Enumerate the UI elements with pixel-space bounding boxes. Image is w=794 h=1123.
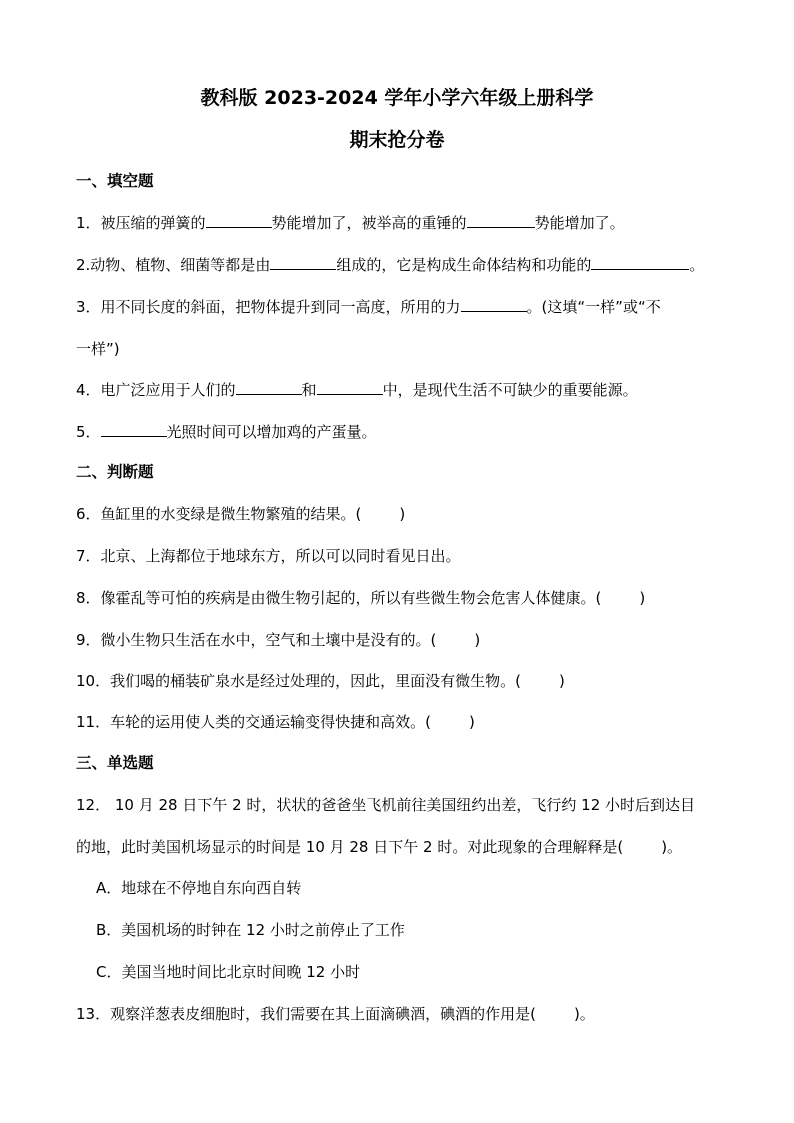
question-6-text: 6．鱼缸里的水变绿是微生物繁殖的结果。( bbox=[76, 505, 362, 523]
section-heading-choice: 三、单选题 bbox=[76, 754, 154, 772]
answer-blank bbox=[591, 254, 689, 270]
question-2-text-b: 组成的，它是构成生命体结构和功能的 bbox=[336, 256, 592, 274]
question-1-text-a: 1．被压缩的弹簧的 bbox=[76, 214, 206, 232]
question-12-close: )。 bbox=[661, 838, 683, 856]
question-2-text-a: 2.动物、植物、细菌等都是由 bbox=[76, 256, 271, 274]
question-9-close: ) bbox=[474, 631, 481, 649]
question-8-close: ) bbox=[639, 589, 646, 607]
question-9 bbox=[76, 629, 480, 651]
question-12-text: 的地，此时美国机场显示的时间是 10 月 28 日下午 2 时。对此现象的合理解释是( bbox=[76, 838, 624, 856]
question-4 bbox=[76, 379, 638, 401]
question-11-text: 11．车轮的运用使人类的交通运输变得快捷和高效。( bbox=[76, 713, 431, 731]
question-8-text: 8．像霍乱等可怕的疾病是由微生物引起的，所以有些微生物会危害人体健康。( bbox=[76, 589, 602, 607]
section-heading-fill: 一、填空题 bbox=[76, 172, 154, 190]
page-subtitle: 期末抢分卷 bbox=[349, 129, 445, 151]
question-7: 7．北京、上海都位于地球东方，所以可以同时看见日出。 bbox=[76, 547, 461, 565]
question-6 bbox=[76, 503, 405, 525]
answer-blank bbox=[461, 296, 527, 312]
question-11-close: ) bbox=[468, 713, 475, 731]
question-11 bbox=[76, 711, 475, 733]
question-8 bbox=[76, 587, 645, 609]
question-12-continued bbox=[76, 836, 682, 858]
question-4-text-a: 4．电广泛应用于人们的 bbox=[76, 381, 236, 399]
question-13-close: )。 bbox=[573, 1005, 595, 1023]
question-1-text-c: 势能增加了。 bbox=[534, 214, 625, 232]
question-4-text-b: 和 bbox=[301, 381, 317, 399]
question-3-text-b: 。(这填“一样”或“不 bbox=[526, 298, 661, 316]
question-5-text-b: 光照时间可以增加鸡的产蛋量。 bbox=[166, 423, 377, 441]
question-10-close: ) bbox=[558, 672, 565, 690]
question-12-option-a: A．地球在不停地自东向西自转 bbox=[96, 879, 302, 897]
page-title: 教科版 2023-2024 学年小学六年级上册科学 bbox=[200, 87, 594, 109]
question-4-text-c: 中，是现代生活不可缺少的重要能源。 bbox=[382, 381, 638, 399]
question-5 bbox=[76, 421, 377, 443]
question-6-close: ) bbox=[399, 505, 406, 523]
question-10-text: 10．我们喝的桶装矿泉水是经过处理的，因此，里面没有微生物。( bbox=[76, 672, 521, 690]
question-13 bbox=[76, 1003, 595, 1025]
answer-blank bbox=[236, 379, 302, 395]
question-1-text-b: 势能增加了，被举高的重锤的 bbox=[271, 214, 467, 232]
answer-blank bbox=[206, 212, 272, 228]
question-2 bbox=[76, 254, 704, 276]
question-12: 12． 10 月 28 日下午 2 时，状状的爸爸坐飞机前往美国纽约出差，飞行约 12 小时后到达目 bbox=[76, 796, 696, 814]
question-12-option-b: B．美国机场的时钟在 12 小时之前停止了工作 bbox=[96, 921, 405, 939]
question-13-text: 13．观察洋葱表皮细胞时，我们需要在其上面滴碘酒，碘酒的作用是( bbox=[76, 1005, 536, 1023]
answer-blank bbox=[317, 379, 383, 395]
question-2-text-c: 。 bbox=[689, 256, 705, 274]
question-12-option-c: C．美国当地时间比北京时间晚 12 小时 bbox=[96, 963, 361, 981]
question-3 bbox=[76, 296, 661, 318]
question-3-continued: 一样”) bbox=[76, 340, 120, 358]
question-10 bbox=[76, 670, 565, 692]
question-3-text-a: 3．用不同长度的斜面，把物体提升到同一高度，所用的力 bbox=[76, 298, 461, 316]
question-1 bbox=[76, 212, 625, 234]
answer-blank bbox=[467, 212, 535, 228]
section-heading-judge: 二、判断题 bbox=[76, 463, 154, 481]
answer-blank bbox=[270, 254, 336, 270]
question-9-text: 9．微小生物只生活在水中，空气和土壤中是没有的。( bbox=[76, 631, 437, 649]
answer-blank bbox=[101, 421, 167, 437]
question-5-text-a: 5． bbox=[76, 423, 101, 441]
